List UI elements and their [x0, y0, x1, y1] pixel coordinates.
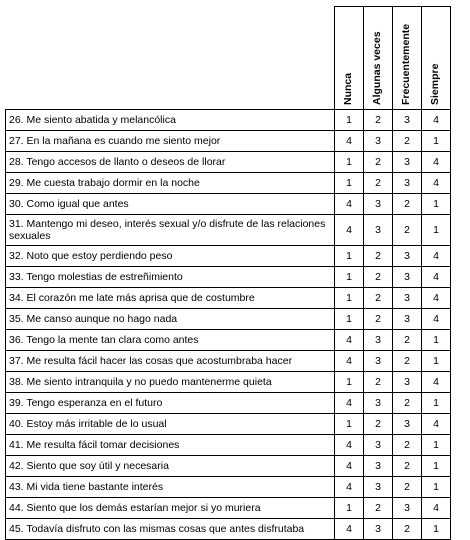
- table-row: [6, 152, 451, 173]
- score-cell: 3: [393, 173, 422, 194]
- score-cell: 2: [393, 351, 422, 372]
- item-text: 45. Todavía disfruto con las mismas cosas que antes disfrutaba: [6, 519, 335, 540]
- score-cell: 4: [422, 288, 451, 309]
- score-cell: 1: [422, 194, 451, 215]
- score-cell: 4: [422, 414, 451, 435]
- score-cell: 1: [422, 477, 451, 498]
- score-cell: 3: [364, 330, 393, 351]
- score-cell: 3: [364, 215, 393, 246]
- score-cell: 3: [364, 194, 393, 215]
- score-cell: 2: [393, 330, 422, 351]
- table-row: [6, 477, 451, 498]
- score-cell: 1: [422, 435, 451, 456]
- score-cell: 2: [393, 519, 422, 540]
- score-cell: 1: [335, 498, 364, 519]
- score-cell: 3: [393, 372, 422, 393]
- item-text: 38. Me siento intranquila y no puedo mantenerme quieta: [6, 372, 335, 393]
- score-cell: 4: [335, 194, 364, 215]
- score-cell: 4: [422, 173, 451, 194]
- score-cell: 2: [364, 110, 393, 131]
- item-text: 32. Noto que estoy perdiendo peso: [6, 246, 335, 267]
- score-cell: 2: [393, 477, 422, 498]
- score-cell: 4: [335, 477, 364, 498]
- item-text: 34. El corazón me late más aprisa que de costumbre: [6, 288, 335, 309]
- score-cell: 3: [364, 393, 393, 414]
- score-cell: 1: [335, 110, 364, 131]
- score-cell: 3: [393, 110, 422, 131]
- score-cell: 3: [364, 456, 393, 477]
- score-cell: 1: [335, 288, 364, 309]
- score-cell: 2: [393, 456, 422, 477]
- table-row: [6, 456, 451, 477]
- score-cell: 2: [393, 215, 422, 246]
- item-text: 39. Tengo esperanza en el futuro: [6, 393, 335, 414]
- score-cell: 2: [393, 435, 422, 456]
- score-cell: 3: [364, 351, 393, 372]
- score-cell: 2: [364, 288, 393, 309]
- score-cell: 1: [335, 173, 364, 194]
- score-cell: 3: [393, 288, 422, 309]
- score-cell: 2: [364, 267, 393, 288]
- score-cell: 2: [364, 173, 393, 194]
- item-text: 43. Mi vida tiene bastante interés: [6, 477, 335, 498]
- table-row: [6, 393, 451, 414]
- score-cell: 1: [422, 215, 451, 246]
- score-cell: 4: [335, 351, 364, 372]
- score-cell: 4: [335, 435, 364, 456]
- score-cell: 1: [335, 414, 364, 435]
- table-row: [6, 215, 451, 246]
- table-row: [6, 372, 451, 393]
- score-cell: 3: [393, 267, 422, 288]
- table-row: [6, 351, 451, 372]
- score-cell: 3: [393, 309, 422, 330]
- score-cell: 3: [393, 498, 422, 519]
- item-text: 28. Tengo accesos de llanto o deseos de llorar: [6, 152, 335, 173]
- table-row: [6, 267, 451, 288]
- score-cell: 3: [393, 152, 422, 173]
- score-cell: 2: [393, 131, 422, 152]
- header-row: [6, 7, 451, 110]
- score-cell: 2: [393, 393, 422, 414]
- column-header-label: Algunas veces: [371, 31, 383, 105]
- score-cell: 2: [393, 194, 422, 215]
- item-text: 41. Me resulta fácil tomar decisiones: [6, 435, 335, 456]
- score-cell: 1: [422, 351, 451, 372]
- item-text: 31. Mantengo mi deseo, interés sexual y/o disfrute de las relaciones sexuales: [6, 215, 335, 246]
- table-row: [6, 435, 451, 456]
- score-cell: 4: [422, 152, 451, 173]
- table-row: [6, 288, 451, 309]
- score-cell: 1: [335, 267, 364, 288]
- score-cell: 3: [393, 246, 422, 267]
- score-cell: 4: [335, 131, 364, 152]
- score-cell: 1: [422, 456, 451, 477]
- item-text: 26. Me siento abatida y melancólica: [6, 110, 335, 131]
- table-row: [6, 309, 451, 330]
- score-cell: 2: [364, 372, 393, 393]
- score-cell: 4: [335, 519, 364, 540]
- score-cell: 1: [335, 152, 364, 173]
- item-text: 44. Siento que los demás estarían mejor si yo muriera: [6, 498, 335, 519]
- score-cell: 2: [364, 246, 393, 267]
- score-cell: 4: [422, 246, 451, 267]
- score-cell: 4: [422, 267, 451, 288]
- column-header-algunas-veces: [364, 7, 393, 110]
- score-cell: 1: [335, 372, 364, 393]
- questionnaire-table: [5, 6, 451, 540]
- column-header-nunca: [335, 7, 364, 110]
- item-text: 29. Me cuesta trabajo dormir en la noche: [6, 173, 335, 194]
- column-header-frecuentemente: [393, 7, 422, 110]
- column-header-label: Frecuentemente: [400, 23, 412, 105]
- score-cell: 4: [422, 498, 451, 519]
- score-cell: 4: [335, 393, 364, 414]
- column-header-label: Nunca: [342, 72, 354, 105]
- score-cell: 1: [422, 519, 451, 540]
- table-row: [6, 194, 451, 215]
- item-text: 35. Me canso aunque no hago nada: [6, 309, 335, 330]
- table-row: [6, 131, 451, 152]
- table-row: [6, 519, 451, 540]
- item-text: 40. Estoy más irritable de lo usual: [6, 414, 335, 435]
- item-text: 27. En la mañana es cuando me siento mejor: [6, 131, 335, 152]
- score-cell: 3: [364, 131, 393, 152]
- item-text: 33. Tengo molestias de estreñimiento: [6, 267, 335, 288]
- score-cell: 1: [422, 393, 451, 414]
- score-cell: 3: [393, 414, 422, 435]
- score-cell: 3: [364, 435, 393, 456]
- item-text: 42. Siento que soy útil y necesaria: [6, 456, 335, 477]
- score-cell: 1: [335, 309, 364, 330]
- score-cell: 2: [364, 498, 393, 519]
- score-cell: 4: [422, 110, 451, 131]
- table-row: [6, 414, 451, 435]
- item-text: 36. Tengo la mente tan clara como antes: [6, 330, 335, 351]
- item-text: 37. Me resulta fácil hacer las cosas que acostumbraba hacer: [6, 351, 335, 372]
- table-row: [6, 110, 451, 131]
- score-cell: 2: [364, 414, 393, 435]
- header-blank-cell: [6, 7, 335, 110]
- score-cell: 4: [335, 215, 364, 246]
- table-row: [6, 498, 451, 519]
- item-text: 30. Como igual que antes: [6, 194, 335, 215]
- table-row: [6, 246, 451, 267]
- score-cell: 1: [422, 131, 451, 152]
- score-cell: 4: [335, 456, 364, 477]
- score-cell: 4: [422, 372, 451, 393]
- score-cell: 1: [422, 330, 451, 351]
- table-row: [6, 173, 451, 194]
- column-header-siempre: [422, 7, 451, 110]
- score-cell: 4: [422, 309, 451, 330]
- column-header-label: Siempre: [429, 63, 441, 105]
- score-cell: 2: [364, 309, 393, 330]
- score-cell: 2: [364, 152, 393, 173]
- score-cell: 3: [364, 477, 393, 498]
- score-cell: 1: [335, 246, 364, 267]
- score-cell: 3: [364, 519, 393, 540]
- score-cell: 4: [335, 330, 364, 351]
- table-row: [6, 330, 451, 351]
